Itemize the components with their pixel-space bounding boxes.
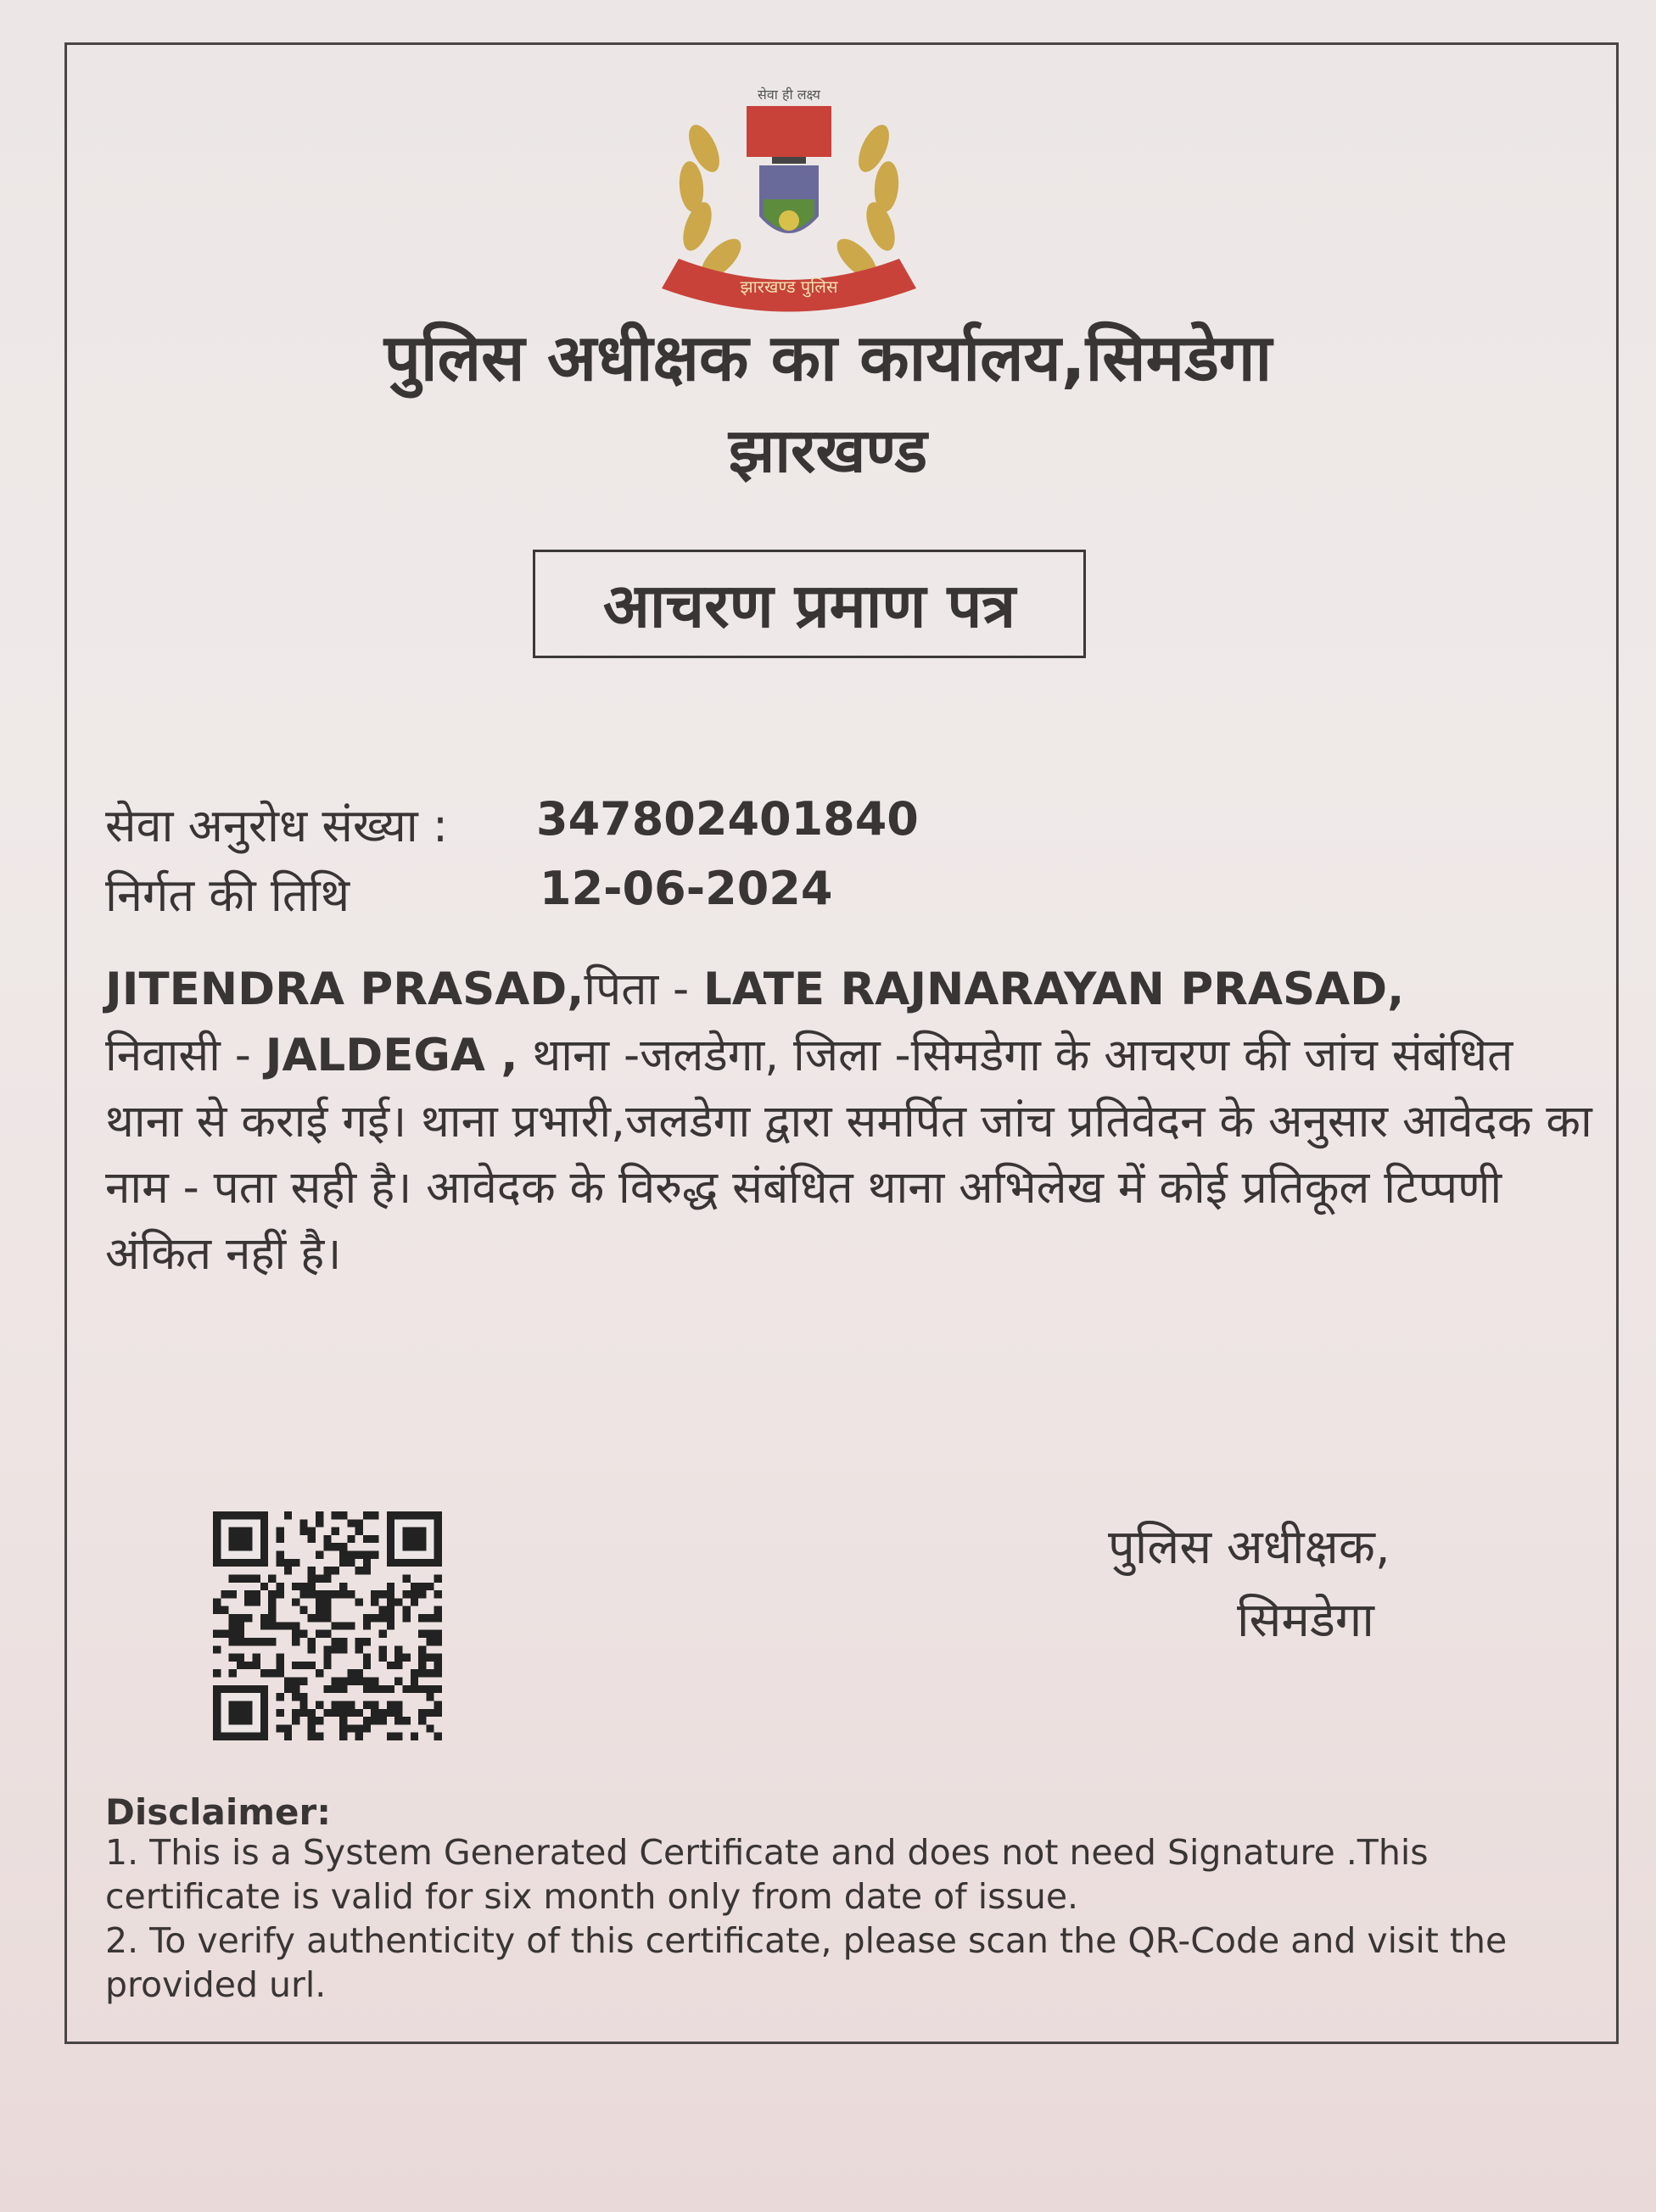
disclaimer-item-1: 1. This is a System Generated Certificate and does not need Signature .This certificate is valid for six month only from date of issue.: [105, 1832, 1429, 1917]
applicant-name: JITENDRA PRASAD,: [105, 964, 585, 1015]
issue-date-row: [105, 862, 833, 924]
service-request-label: सेवा अनुरोध संख्या :: [105, 799, 449, 852]
body-text: थाना -जलडेगा, जिला -सिमडेगा के आचरण की जांच संबंधित थाना से कराई गई। थाना प्रभारी,जलडेगा द्वारा समर्पित जांच प्रतिवेदन के अनुसार आवेदक का नाम - पता सही है। आवेदक के विरुद्ध संबंधित थाना अभिलेख में कोई प्रतिकूल टिप्पणी अंकित नहीं है।: [105, 1030, 1592, 1280]
resident-label: निवासी -: [105, 1030, 266, 1081]
issue-date-value: 12-06-2024: [540, 862, 833, 915]
service-request-row: [105, 792, 919, 855]
svg-text:झारखण्ड पुलिस: झारखण्ड पुलिस: [740, 276, 838, 297]
office-title: पुलिस अधीक्षक का कार्यालय,सिमडेगा: [383, 320, 1273, 395]
service-request-number: 347802401840: [536, 792, 919, 846]
certificate-title: आचरण प्रमाण पत्र: [533, 550, 1086, 658]
verification-qr-code[interactable]: [210, 1511, 445, 1740]
certificate-body: [105, 957, 1598, 1288]
jharkhand-police-emblem: [645, 81, 933, 335]
signatory-title: पुलिस अधीक्षक,: [1108, 1520, 1390, 1575]
disclaimer-item-2: 2. To verify authenticity of this certificate, please scan the QR-Code and visit the provided url.: [105, 1920, 1508, 2005]
village-name: JALDEGA ,: [265, 1030, 518, 1081]
state-title: झारखण्ड: [728, 415, 928, 486]
father-label: पिता -: [584, 964, 704, 1015]
father-name: LATE RAJNARAYAN PRASAD,: [703, 964, 1405, 1015]
disclaimer-title: Disclaimer:: [105, 1791, 332, 1833]
issue-date-label: निर्गत की तिथि: [105, 869, 350, 922]
signatory-place: सिमडेगा: [1237, 1593, 1374, 1648]
svg-text:सेवा ही लक्ष्य: सेवा ही लक्ष्य: [758, 87, 820, 103]
